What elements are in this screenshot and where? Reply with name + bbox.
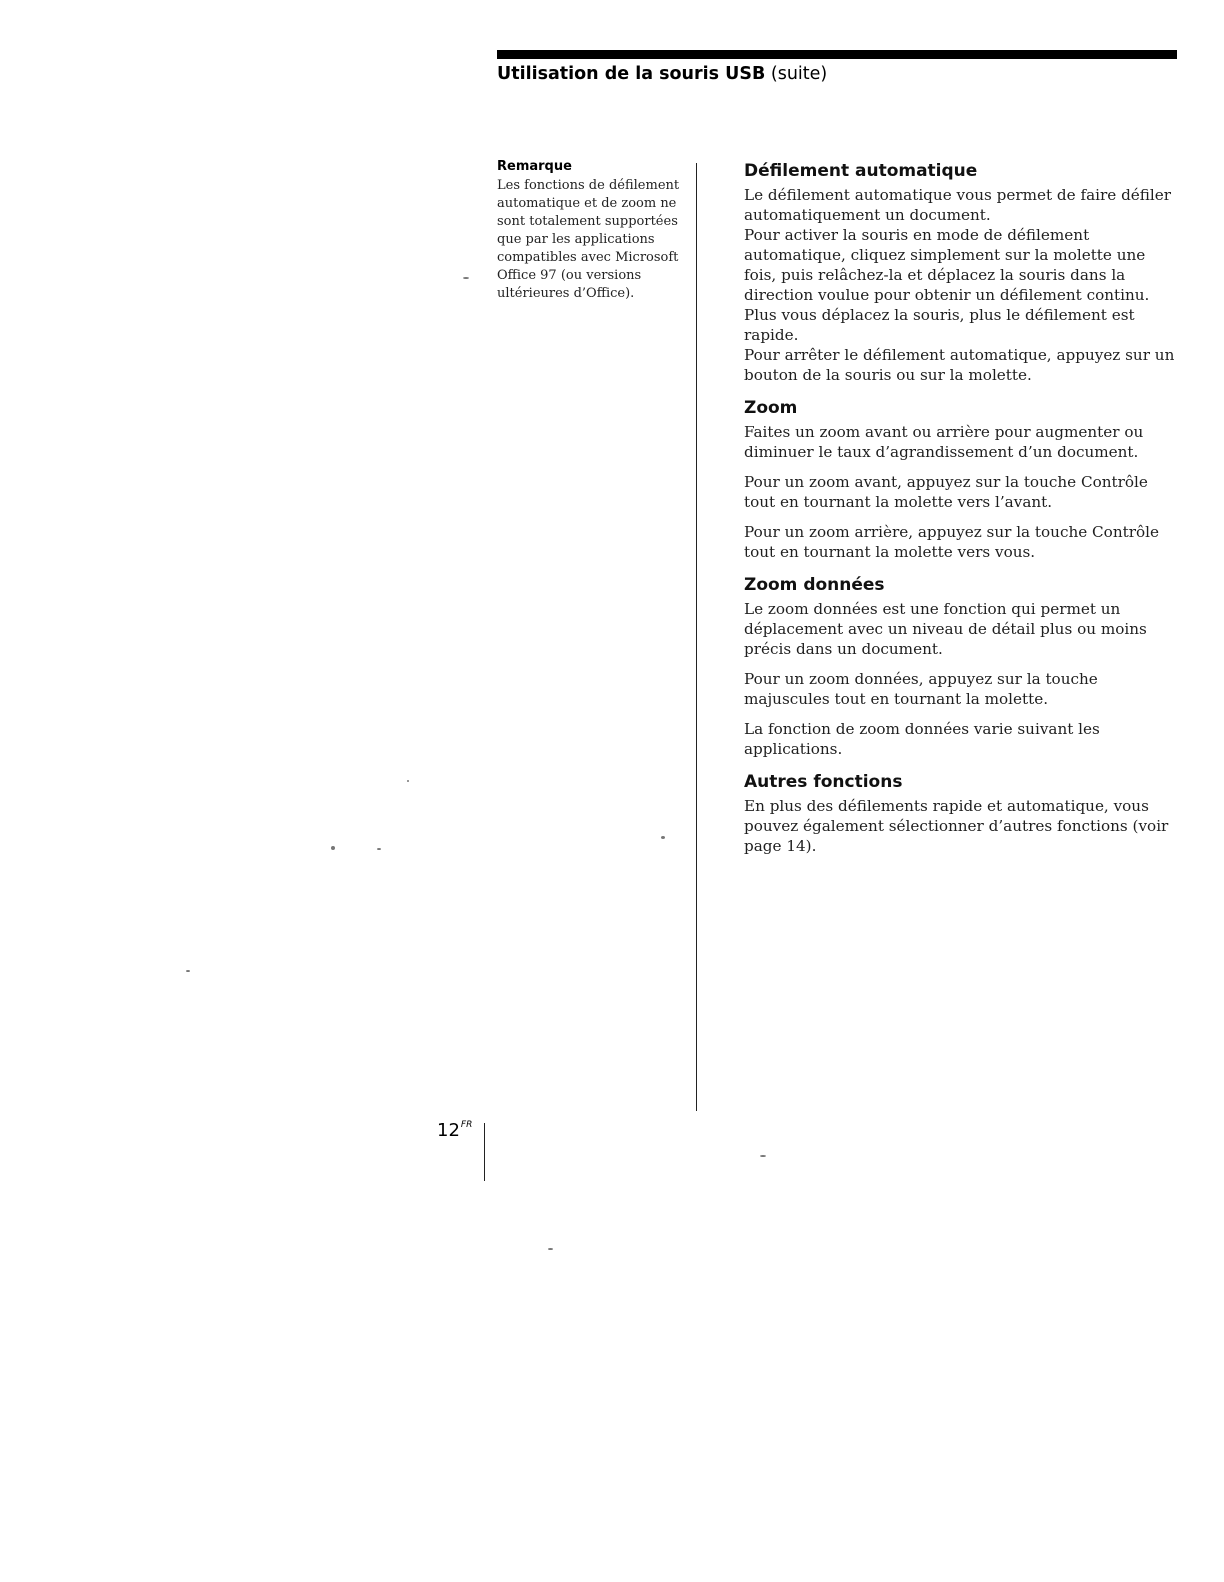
paragraph: Pour activer la souris en mode de défilement automatique, cliquez simplement sur la molette une fois, puis relâchez-la et déplacez la souris dans la direction voulue pour obtenir un défilement continu. Plus vous déplacez la souris, plus le défilement est rapide. xyxy=(744,226,1150,344)
section-zoom-donnees xyxy=(744,574,1182,759)
scan-speck xyxy=(186,970,190,972)
scan-speck xyxy=(760,1155,766,1157)
paragraph: La fonction de zoom données varie suivant les applications. xyxy=(744,720,1100,758)
paragraph: Pour arrêter le défilement automatique, appuyez sur un bouton de la souris ou sur la molette. xyxy=(744,346,1175,384)
column-divider xyxy=(696,163,697,1111)
page-number xyxy=(437,1120,472,1141)
paragraph: Le zoom données est une fonction qui permet un déplacement avec un niveau de détail plus ou moins précis dans un document. xyxy=(744,600,1147,658)
page-number-rule xyxy=(484,1123,485,1181)
note-body: Les fonctions de défilement automatique et de zoom ne sont totalement supportées que par les applications compatibles avec Microsoft Office 97 (ou versions ultérieures d’Office). xyxy=(497,178,680,301)
scan-speck xyxy=(661,836,665,839)
scan-speck xyxy=(377,848,381,850)
section-title: Défilement automatique xyxy=(744,161,978,181)
paragraph: Pour un zoom données, appuyez sur la touche majuscules tout en tournant la molette. xyxy=(744,670,1098,708)
section-autres-fonctions xyxy=(744,771,1182,856)
header-title-suffix: (suite) xyxy=(770,64,828,84)
paragraph: En plus des défilements rapide et automatique, vous pouvez également sélectionner d’autres fonctions (voir page 14). xyxy=(744,797,1169,855)
page-number-suffix: FR xyxy=(460,1120,473,1130)
section-zoom xyxy=(744,397,1182,562)
scan-speck xyxy=(331,846,335,850)
page-number-value: 12 xyxy=(437,1120,460,1141)
section-title: Zoom données xyxy=(744,575,885,595)
page-header xyxy=(497,64,827,84)
header-rule xyxy=(497,50,1177,59)
scan-speck xyxy=(548,1248,553,1250)
scan-speck xyxy=(407,780,409,782)
sidebar-note xyxy=(497,159,697,303)
header-title: Utilisation de la souris USB xyxy=(497,64,766,84)
section-title: Autres fonctions xyxy=(744,772,903,792)
paragraph: Pour un zoom avant, appuyez sur la touche Contrôle tout en tournant la molette vers l’avant. xyxy=(744,473,1148,511)
scan-speck xyxy=(463,277,469,279)
section-title: Zoom xyxy=(744,398,798,418)
note-title: Remarque xyxy=(497,159,572,174)
section-defilement-automatique xyxy=(744,160,1182,385)
main-content xyxy=(744,160,1182,868)
paragraph: Le défilement automatique vous permet de faire défiler automatiquement un document. xyxy=(744,186,1172,224)
paragraph: Faites un zoom avant ou arrière pour augmenter ou diminuer le taux d’agrandissement d’un document. xyxy=(744,423,1144,461)
paragraph: Pour un zoom arrière, appuyez sur la touche Contrôle tout en tournant la molette vers vous. xyxy=(744,523,1159,561)
